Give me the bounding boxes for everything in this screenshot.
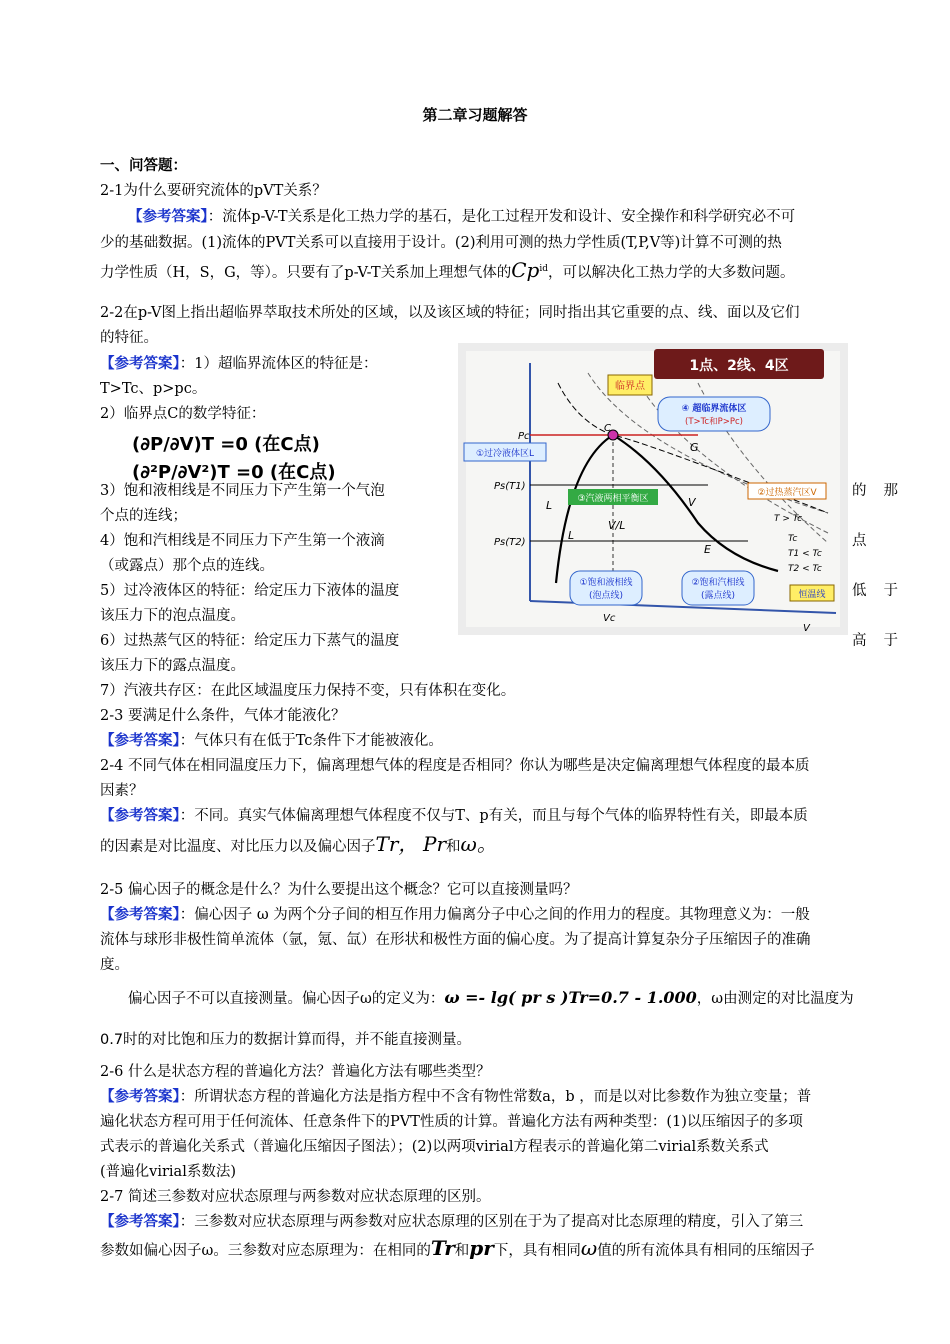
answer-2-1-line1: 【参考答案】：流体p-V-T关系是化工热力学的基石，是化工过程开发和设计、安全操作和科学研究必不可 — [128, 208, 796, 225]
l-label: L — [546, 499, 553, 512]
t2-label: T2 < Tc — [788, 564, 822, 574]
answer-2-2-a5-right: 低于 — [852, 583, 898, 599]
answer-2-7-line2: 参数如偏心因子ω。三参数对应态原理为：在相同的Tr和pr下，具有相同ω值的所有流体具有相同的压缩因子 — [100, 1236, 815, 1260]
answer-2-2-a4b: （或露点）那个点的连线。 — [100, 558, 274, 574]
l-label-2: L — [568, 529, 575, 542]
pv-diagram-svg — [458, 343, 848, 635]
svg-text:①饱和液相线: ①饱和液相线 — [579, 578, 633, 588]
answer-2-6-line3: 式表示的普遍化关系式（普遍化压缩因子图法）；(2)以两项virial方程表示的普遍化第二virial系数关系式 — [100, 1139, 769, 1155]
answer-2-2-a1b: T>Tc、p>pc。 — [100, 381, 207, 397]
answer-2-2-a2: 2）临界点C的数学特征： — [100, 406, 266, 422]
svg-text:(露点线): (露点线) — [700, 591, 736, 601]
svg-text:①过冷液体区L: ①过冷液体区L — [475, 449, 535, 459]
answer-2-2-a4: 4）饱和汽相线是不同压力下产生第一个液滴 — [100, 533, 385, 549]
tc-label: Tc — [788, 534, 798, 544]
pr-symbol: pr — [469, 1236, 494, 1260]
answer-2-5-line5: 0.7时的对比饱和压力的数据计算而得，并不能直接测量。 — [100, 1032, 472, 1048]
answer-2-4-line2: 的因素是对比温度、对比压力以及偏心因子Tr， Pr和ω。 — [100, 832, 497, 856]
svg-text:②过热蒸汽区V: ②过热蒸汽区V — [757, 488, 817, 498]
critical-formula-2: (∂²P/∂V²)T =0 (在C点) — [132, 462, 336, 483]
answer-2-2-a6-right: 高于 — [852, 633, 898, 649]
answer-2-4-line1: 【参考答案】：不同。真实气体偏离理想气体程度不仅与T、p有关，而且与每个气体的临界特性有关，即最本质 — [100, 807, 808, 824]
question-2-5: 2-5 偏心因子的概念是什么？为什么要提出这个概念？它可以直接测量吗？ — [100, 882, 578, 898]
t1-label: T1 < Tc — [788, 549, 822, 559]
cp-symbol: Cp — [511, 257, 540, 282]
t-above-label: T > Tc — [774, 514, 803, 524]
question-2-4-line2: 因素？ — [100, 783, 144, 799]
answer-2-5-line3: 度。 — [100, 957, 129, 973]
critical-formula-1: (∂P/∂V)T =0 (在C点) — [132, 434, 320, 455]
page-title: 第二章习题解答 — [422, 106, 528, 124]
answer-2-6-line4: (普遍化virial系数法) — [100, 1164, 236, 1180]
omega-symbol: ω。 — [460, 832, 497, 856]
e-label: E — [704, 543, 711, 556]
pv-diagram-figure — [458, 343, 848, 635]
c-label: C — [604, 423, 611, 434]
tr-symbol: Tr， — [375, 832, 419, 856]
svg-text:恒温线: 恒温线 — [798, 590, 826, 600]
answer-2-1-line3: 力学性质（H，S，G，等）。只要有了p-V-T关系加上理想气体的$Cp^{id}$，可以解决化工热力学的大多数问题。 — [100, 257, 795, 282]
question-2-3: 2-3 要满足什么条件，气体才能液化？ — [100, 708, 346, 724]
question-2-4-line1: 2-4 不同气体在相同温度压力下，偏离理想气体的程度是否相同？你认为哪些是决定偏离理想气体程度的最本质 — [100, 758, 810, 774]
question-2-1: 2-1为什么要研究流体的pVT关系？ — [100, 183, 327, 199]
v-label: V — [688, 496, 696, 509]
svg-text:②饱和汽相线: ②饱和汽相线 — [691, 578, 745, 588]
pr-symbol: Pr — [423, 832, 447, 856]
answer-2-6-line2: 遍化状态方程可用于任何流体、任意条件下的PVT性质的计算。普遍化方法有两种类型：(1)以压缩因子的多项 — [100, 1114, 803, 1130]
g-label: G — [690, 441, 699, 454]
answer-2-2-a6: 6）过热蒸气区的特征：给定压力下蒸气的温度 — [100, 633, 400, 649]
section-heading: 一、问答题： — [100, 158, 187, 174]
answer-2-5-line2: 流体与球形非极性简单流体（氩，氪、氙）在形状和极性方面的偏心度。为了提高计算复杂分子压缩因子的准确 — [100, 932, 811, 948]
question-2-2-line1: 2-2在p-V图上指出超临界萃取技术所处的区域，以及该区域的特征；同时指出其它重要的点、线、面以及它们 — [100, 305, 800, 321]
question-2-6: 2-6 什么是状态方程的普遍化方法？普遍化方法有哪些类型？ — [100, 1064, 491, 1080]
ps1-label: Ps(T1) — [494, 481, 526, 492]
pc-label: Pc — [518, 431, 530, 442]
answer-label: 【参考答案】 — [128, 208, 208, 225]
ps2-label: Ps(T2) — [494, 537, 526, 548]
svg-text:临界点: 临界点 — [615, 381, 645, 392]
answer-2-7-line1: 【参考答案】：三参数对应状态原理与两参数对应状态原理的区别在于为了提高对比态原理的精度，引入了第三 — [100, 1213, 804, 1230]
answer-2-2-a5b: 该压力下的泡点温度。 — [100, 608, 245, 624]
answer-2-2-a3b: 个点的连线； — [100, 508, 187, 524]
answer-2-3: 【参考答案】：气体只有在低于Tc条件下才能被液化。 — [100, 732, 443, 749]
tr-symbol: Tr — [430, 1236, 455, 1260]
vc-label: Vc — [603, 613, 616, 624]
question-2-7: 2-7 简述三参数对应状态原理与两参数对应状态原理的区别。 — [100, 1189, 491, 1205]
answer-2-5-line4: 偏心因子不可以直接测量。偏心因子ω的定义为：ω =- lg( pr s )Tr=0.7 - 1.000，ω由测定的对比温度为 — [128, 988, 854, 1007]
answer-2-2-a6b: 该压力下的露点温度。 — [100, 658, 245, 674]
answer-2-2-a3-right: 的那 — [852, 483, 898, 499]
question-2-2-line2: 的特征。 — [100, 330, 158, 346]
omega-formula: ω =- lg( pr s )Tr=0.7 - 1.000 — [444, 988, 697, 1007]
answer-2-2-a7: 7）汽液共存区：在此区域温度压力保持不变，只有体积在变化。 — [100, 683, 516, 699]
answer-2-1-line2: 少的基础数据。(1)流体的PVT关系可以直接用于设计。(2)利用可测的热力学性质(T,P,V等)计算不可测的热 — [100, 235, 782, 251]
svg-text:③汽液两相平衡区: ③汽液两相平衡区 — [577, 494, 649, 504]
answer-2-2-a3: 3）饱和液相线是不同压力下产生第一个气泡 — [100, 483, 385, 499]
v-axis-label: V — [803, 623, 810, 634]
svg-text:(T>Tc和P>Pc): (T>Tc和P>Pc) — [685, 417, 743, 427]
answer-2-6-line1: 【参考答案】：所谓状态方程的普遍化方法是指方程中不含有物性常数a，b ，而是以对比参数作为独立变量；普 — [100, 1088, 812, 1105]
answer-2-5-line1: 【参考答案】：偏心因子 ω 为两个分子间的相互作用力偏离分子中心之间的作用力的程度。其物理意义为：一般 — [100, 906, 810, 923]
svg-text:(泡点线): (泡点线) — [588, 591, 624, 601]
answer-2-2-a1: 【参考答案】：1）超临界流体区的特征是： — [100, 355, 378, 372]
svg-text:④ 超临界流体区: ④ 超临界流体区 — [681, 404, 747, 414]
answer-2-2-a5: 5）过冷液体区的特征：给定压力下液体的温度 — [100, 583, 400, 599]
answer-2-2-a4-right: 点 — [852, 533, 867, 549]
vl-label: V/L — [608, 519, 626, 532]
banner-text: 1点、2线、4区 — [689, 358, 789, 374]
omega-symbol: ω — [580, 1236, 598, 1260]
